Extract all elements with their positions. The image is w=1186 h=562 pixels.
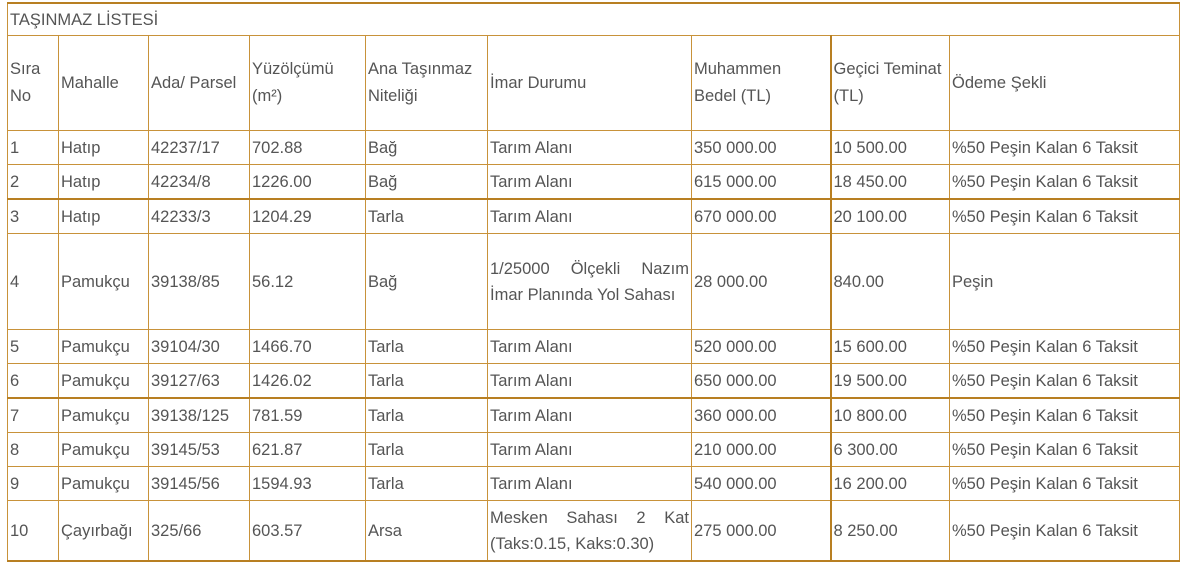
cell-yuzolcumu: 702.88 (250, 131, 366, 165)
header-nitelik: Ana Taşınmaz Niteliği (366, 36, 488, 131)
cell-nitelik: Tarla (366, 433, 488, 467)
cell-yuzolcumu: 603.57 (250, 501, 366, 562)
cell-muhammen-bedel: 540 000.00 (692, 467, 831, 501)
cell-sira-no: 7 (8, 398, 59, 433)
cell-sira-no: 4 (8, 234, 59, 330)
table-row (8, 199, 1180, 234)
cell-yuzolcumu: 1594.93 (250, 467, 366, 501)
header-gecici-teminat: Geçici Teminat (TL) (831, 36, 950, 131)
table-title: TAŞINMAZ LİSTESİ (8, 3, 1180, 36)
cell-sira-no: 10 (8, 501, 59, 562)
cell-odeme-sekli: %50 Peşin Kalan 6 Taksit (950, 433, 1180, 467)
cell-nitelik: Tarla (366, 330, 488, 364)
header-sira-no: Sıra No (8, 36, 59, 131)
cell-ada-parsel: 39145/53 (149, 433, 250, 467)
cell-nitelik: Bağ (366, 234, 488, 330)
cell-sira-no: 6 (8, 364, 59, 399)
cell-imar-durumu: Tarım Alanı (488, 330, 692, 364)
cell-ada-parsel: 39145/56 (149, 467, 250, 501)
cell-yuzolcumu: 1226.00 (250, 165, 366, 200)
cell-muhammen-bedel: 520 000.00 (692, 330, 831, 364)
table-title-row (8, 3, 1180, 36)
cell-muhammen-bedel: 650 000.00 (692, 364, 831, 399)
cell-mahalle: Pamukçu (59, 330, 149, 364)
table-header-row (8, 36, 1180, 131)
cell-odeme-sekli: %50 Peşin Kalan 6 Taksit (950, 467, 1180, 501)
table-row (8, 398, 1180, 433)
cell-ada-parsel: 42234/8 (149, 165, 250, 200)
cell-mahalle: Pamukçu (59, 364, 149, 399)
cell-yuzolcumu: 1466.70 (250, 330, 366, 364)
cell-gecici-teminat: 15 600.00 (831, 330, 950, 364)
cell-ada-parsel: 39127/63 (149, 364, 250, 399)
cell-odeme-sekli: %50 Peşin Kalan 6 Taksit (950, 398, 1180, 433)
cell-muhammen-bedel: 360 000.00 (692, 398, 831, 433)
cell-odeme-sekli: %50 Peşin Kalan 6 Taksit (950, 330, 1180, 364)
cell-imar-durumu: Tarım Alanı (488, 467, 692, 501)
cell-gecici-teminat: 19 500.00 (831, 364, 950, 399)
cell-nitelik: Tarla (366, 364, 488, 399)
cell-muhammen-bedel: 210 000.00 (692, 433, 831, 467)
cell-odeme-sekli: %50 Peşin Kalan 6 Taksit (950, 199, 1180, 234)
cell-gecici-teminat: 18 450.00 (831, 165, 950, 200)
header-mahalle: Mahalle (59, 36, 149, 131)
table-row (8, 131, 1180, 165)
cell-gecici-teminat: 6 300.00 (831, 433, 950, 467)
cell-imar-durumu: Tarım Alanı (488, 131, 692, 165)
cell-ada-parsel: 39138/125 (149, 398, 250, 433)
table-row (8, 364, 1180, 399)
header-muhammen-bedel: Muhammen Bedel (TL) (692, 36, 831, 131)
cell-nitelik: Tarla (366, 467, 488, 501)
cell-mahalle: Pamukçu (59, 433, 149, 467)
cell-sira-no: 8 (8, 433, 59, 467)
cell-odeme-sekli: %50 Peşin Kalan 6 Taksit (950, 165, 1180, 200)
cell-ada-parsel: 42233/3 (149, 199, 250, 234)
cell-muhammen-bedel: 28 000.00 (692, 234, 831, 330)
cell-gecici-teminat: 10 800.00 (831, 398, 950, 433)
cell-yuzolcumu: 1426.02 (250, 364, 366, 399)
cell-mahalle: Pamukçu (59, 234, 149, 330)
cell-muhammen-bedel: 275 000.00 (692, 501, 831, 562)
cell-gecici-teminat: 840.00 (831, 234, 950, 330)
cell-gecici-teminat: 16 200.00 (831, 467, 950, 501)
cell-ada-parsel: 325/66 (149, 501, 250, 562)
cell-muhammen-bedel: 670 000.00 (692, 199, 831, 234)
cell-mahalle: Çayırbağı (59, 501, 149, 562)
cell-sira-no: 2 (8, 165, 59, 200)
cell-nitelik: Arsa (366, 501, 488, 562)
table-row (8, 234, 1180, 330)
cell-mahalle: Hatıp (59, 131, 149, 165)
cell-ada-parsel: 42237/17 (149, 131, 250, 165)
header-yuzolcumu: Yüzölçümü (m²) (250, 36, 366, 131)
table-row (8, 501, 1180, 562)
cell-nitelik: Tarla (366, 199, 488, 234)
cell-nitelik: Bağ (366, 165, 488, 200)
cell-sira-no: 3 (8, 199, 59, 234)
table-row (8, 165, 1180, 200)
cell-mahalle: Pamukçu (59, 467, 149, 501)
cell-imar-durumu: Tarım Alanı (488, 165, 692, 200)
cell-mahalle: Hatıp (59, 165, 149, 200)
cell-gecici-teminat: 8 250.00 (831, 501, 950, 562)
table-row (8, 330, 1180, 364)
cell-odeme-sekli: Peşin (950, 234, 1180, 330)
cell-yuzolcumu: 781.59 (250, 398, 366, 433)
cell-nitelik: Bağ (366, 131, 488, 165)
header-odeme-sekli: Ödeme Şekli (950, 36, 1180, 131)
cell-sira-no: 9 (8, 467, 59, 501)
cell-imar-durumu: Tarım Alanı (488, 364, 692, 399)
cell-gecici-teminat: 10 500.00 (831, 131, 950, 165)
cell-odeme-sekli: %50 Peşin Kalan 6 Taksit (950, 364, 1180, 399)
header-ada-parsel: Ada/ Parsel (149, 36, 250, 131)
cell-yuzolcumu: 1204.29 (250, 199, 366, 234)
cell-sira-no: 5 (8, 330, 59, 364)
cell-sira-no: 1 (8, 131, 59, 165)
cell-ada-parsel: 39104/30 (149, 330, 250, 364)
cell-imar-durumu: Tarım Alanı (488, 433, 692, 467)
cell-imar-durumu: Tarım Alanı (488, 398, 692, 433)
table-row (8, 467, 1180, 501)
cell-nitelik: Tarla (366, 398, 488, 433)
table-row (8, 433, 1180, 467)
cell-yuzolcumu: 56.12 (250, 234, 366, 330)
cell-yuzolcumu: 621.87 (250, 433, 366, 467)
cell-imar-durumu: 1/25000 Ölçekli Nazım İmar Planında Yol Sahası (488, 234, 692, 330)
cell-muhammen-bedel: 615 000.00 (692, 165, 831, 200)
cell-imar-durumu: Mesken Sahası 2 Kat (Taks:0.15, Kaks:0.30) (488, 501, 692, 562)
cell-mahalle: Hatıp (59, 199, 149, 234)
cell-muhammen-bedel: 350 000.00 (692, 131, 831, 165)
cell-odeme-sekli: %50 Peşin Kalan 6 Taksit (950, 131, 1180, 165)
cell-odeme-sekli: %50 Peşin Kalan 6 Taksit (950, 501, 1180, 562)
cell-ada-parsel: 39138/85 (149, 234, 250, 330)
cell-gecici-teminat: 20 100.00 (831, 199, 950, 234)
cell-mahalle: Pamukçu (59, 398, 149, 433)
header-imar-durumu: İmar Durumu (488, 36, 692, 131)
cell-imar-durumu: Tarım Alanı (488, 199, 692, 234)
property-list-table (7, 2, 1180, 562)
